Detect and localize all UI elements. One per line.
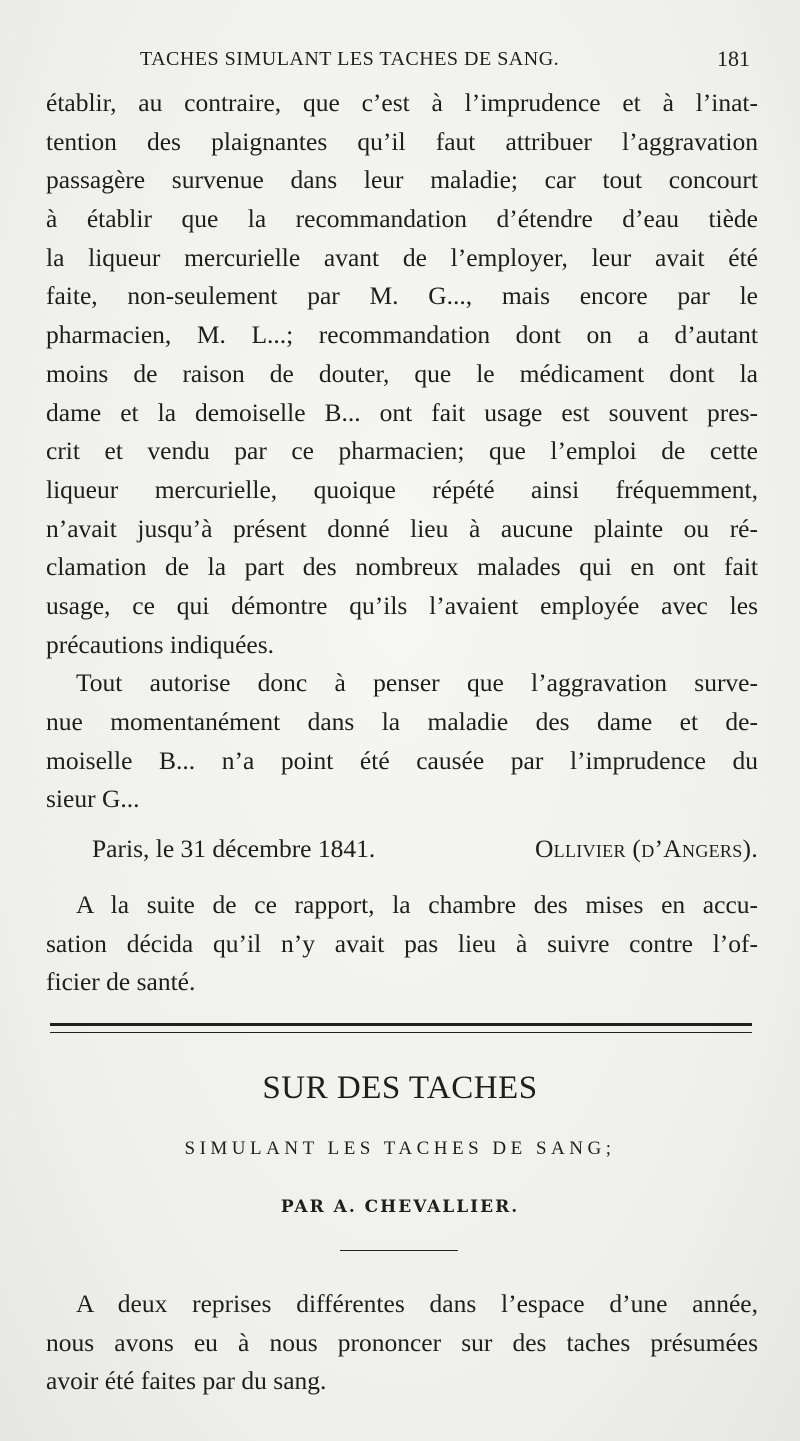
text-line: dame et la demoiselle B... ont fait usage est souvent pres-: [46, 397, 758, 427]
article-author: PAR A. CHEVALLIER.: [280, 1197, 520, 1217]
text-line: passagère survenue dans leur maladie; car tout concourt: [46, 165, 758, 195]
text-line: pharmacien, M. L...; recommandation dont on a d’autant: [46, 320, 758, 350]
text-line: A deux reprises différentes dans l’espace d’une année,: [76, 1289, 758, 1318]
text-line: précautions indiquées.: [46, 629, 275, 659]
text-line: avoir été faites par du sang.: [46, 1366, 327, 1396]
article-text: [46, 1285, 758, 1401]
title-rule: [340, 1250, 458, 1251]
text-line: établir, au contraire, que c’est à l’imprudence et à l’inat-: [46, 88, 758, 117]
text-line: à établir que la recommandation d’étendre d’eau tiède: [46, 204, 758, 234]
text-line: n’avait jusqu’à présent donné lieu à aucune plainte ou ré-: [46, 513, 758, 543]
text-line: clamation de la part des nombreux malades qui en ont fait: [46, 552, 758, 582]
signature-place-date: Paris, le 31 décembre 1841.: [92, 834, 376, 863]
text-line: usage, ce qui démontre qu’ils l’avaient employée avec les: [46, 590, 758, 620]
text-line: faite, non-seulement par M. G..., mais encore par le: [46, 281, 758, 311]
article-title: SUR DES TACHES: [262, 1070, 538, 1106]
section-divider: [50, 1023, 752, 1033]
signature-author: Ollivier (d’Angers).: [534, 834, 758, 863]
text-line: liqueur mercurielle, quoique répété ainsi fréquemment,: [46, 474, 758, 504]
text-line: moiselle B... n’a point été causée par l’imprudence du: [46, 745, 758, 775]
text-line: crit et vendu par ce pharmacien; que l’emploi de cette: [46, 436, 758, 466]
text-line: A la suite de ce rapport, la chambre des mises en accu-: [76, 890, 758, 919]
text-line: ficier de santé.: [46, 967, 196, 997]
text-line: sation décida qu’il n’y avait pas lieu à suivre contre l’of-: [46, 928, 758, 958]
conclusion-text: [46, 886, 758, 1002]
text-line: tention des plaignantes qu’il faut attribuer l’aggravation: [46, 126, 758, 156]
text-line: la liqueur mercurielle avant de l’employer, leur avait été: [46, 242, 758, 272]
text-line: moins de raison de douter, que le médicament dont la: [46, 358, 758, 388]
text-line: sieur G...: [46, 784, 140, 814]
running-head: [140, 42, 750, 76]
article-subtitle: SIMULANT LES TACHES DE SANG;: [184, 1138, 616, 1159]
report-text: [46, 84, 758, 819]
text-line: Tout autorise donc à penser que l’aggravation surve-: [76, 668, 758, 698]
running-title: TACHES SIMULANT LES TACHES DE SANG.: [140, 48, 560, 70]
text-line: nous avons eu à nous prononcer sur des taches présumées: [46, 1327, 758, 1357]
page-number: 181: [717, 46, 750, 71]
text-line: nue momentanément dans la maladie des dame et de-: [46, 707, 758, 736]
